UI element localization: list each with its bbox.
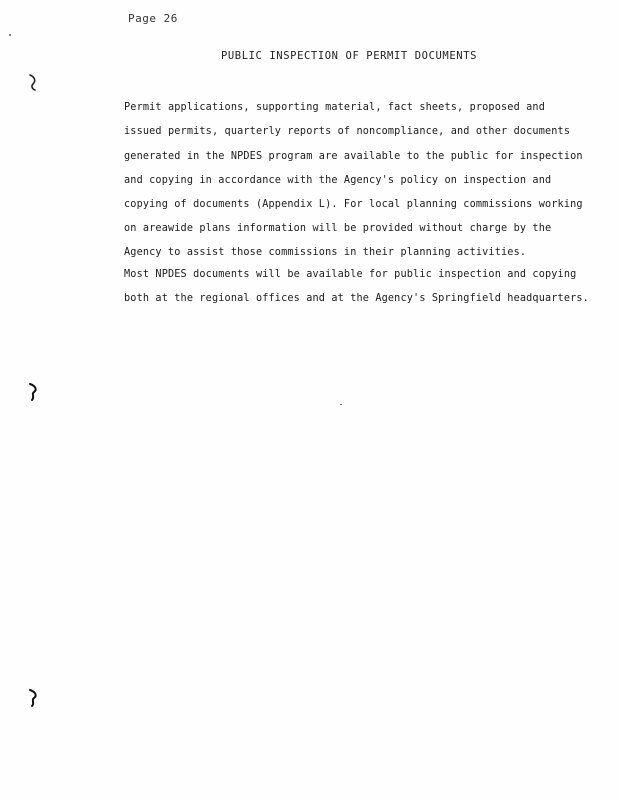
paragraph-line: both at the regional offices and at the Agency's Springfield headquarters. <box>124 293 589 305</box>
paragraph-line: issued permits, quarterly reports of noncompliance, and other documents <box>124 126 571 138</box>
paragraph-line: and copying in accordance with the Agency's policy on inspection and <box>124 174 552 186</box>
binding-hole-mark-icon <box>26 72 40 92</box>
paragraph-line: Permit applications, supporting material, fact sheets, proposed and <box>124 102 545 113</box>
scan-speck <box>340 404 342 405</box>
paragraph-line: on areawide plans information will be provided without charge by the <box>124 223 552 235</box>
paragraph-line: generated in the NPDES program are available to the public for inspection <box>124 150 583 162</box>
paragraph-line: Most NPDES documents will be available for public inspection and copying <box>124 268 577 280</box>
document-title: PUBLIC INSPECTION OF PERMIT DOCUMENTS <box>220 50 478 62</box>
paragraph-line: copying of documents (Appendix L). For local planning commissions working <box>124 199 583 211</box>
binding-hole-mark-icon <box>26 382 40 402</box>
scan-speck <box>9 34 11 36</box>
binding-hole-mark-icon <box>26 688 40 708</box>
page-number: Page 26 <box>128 12 178 25</box>
paragraph-line: Agency to assist those commissions in their planning activities. <box>124 246 527 258</box>
body-paragraph <box>124 96 594 311</box>
